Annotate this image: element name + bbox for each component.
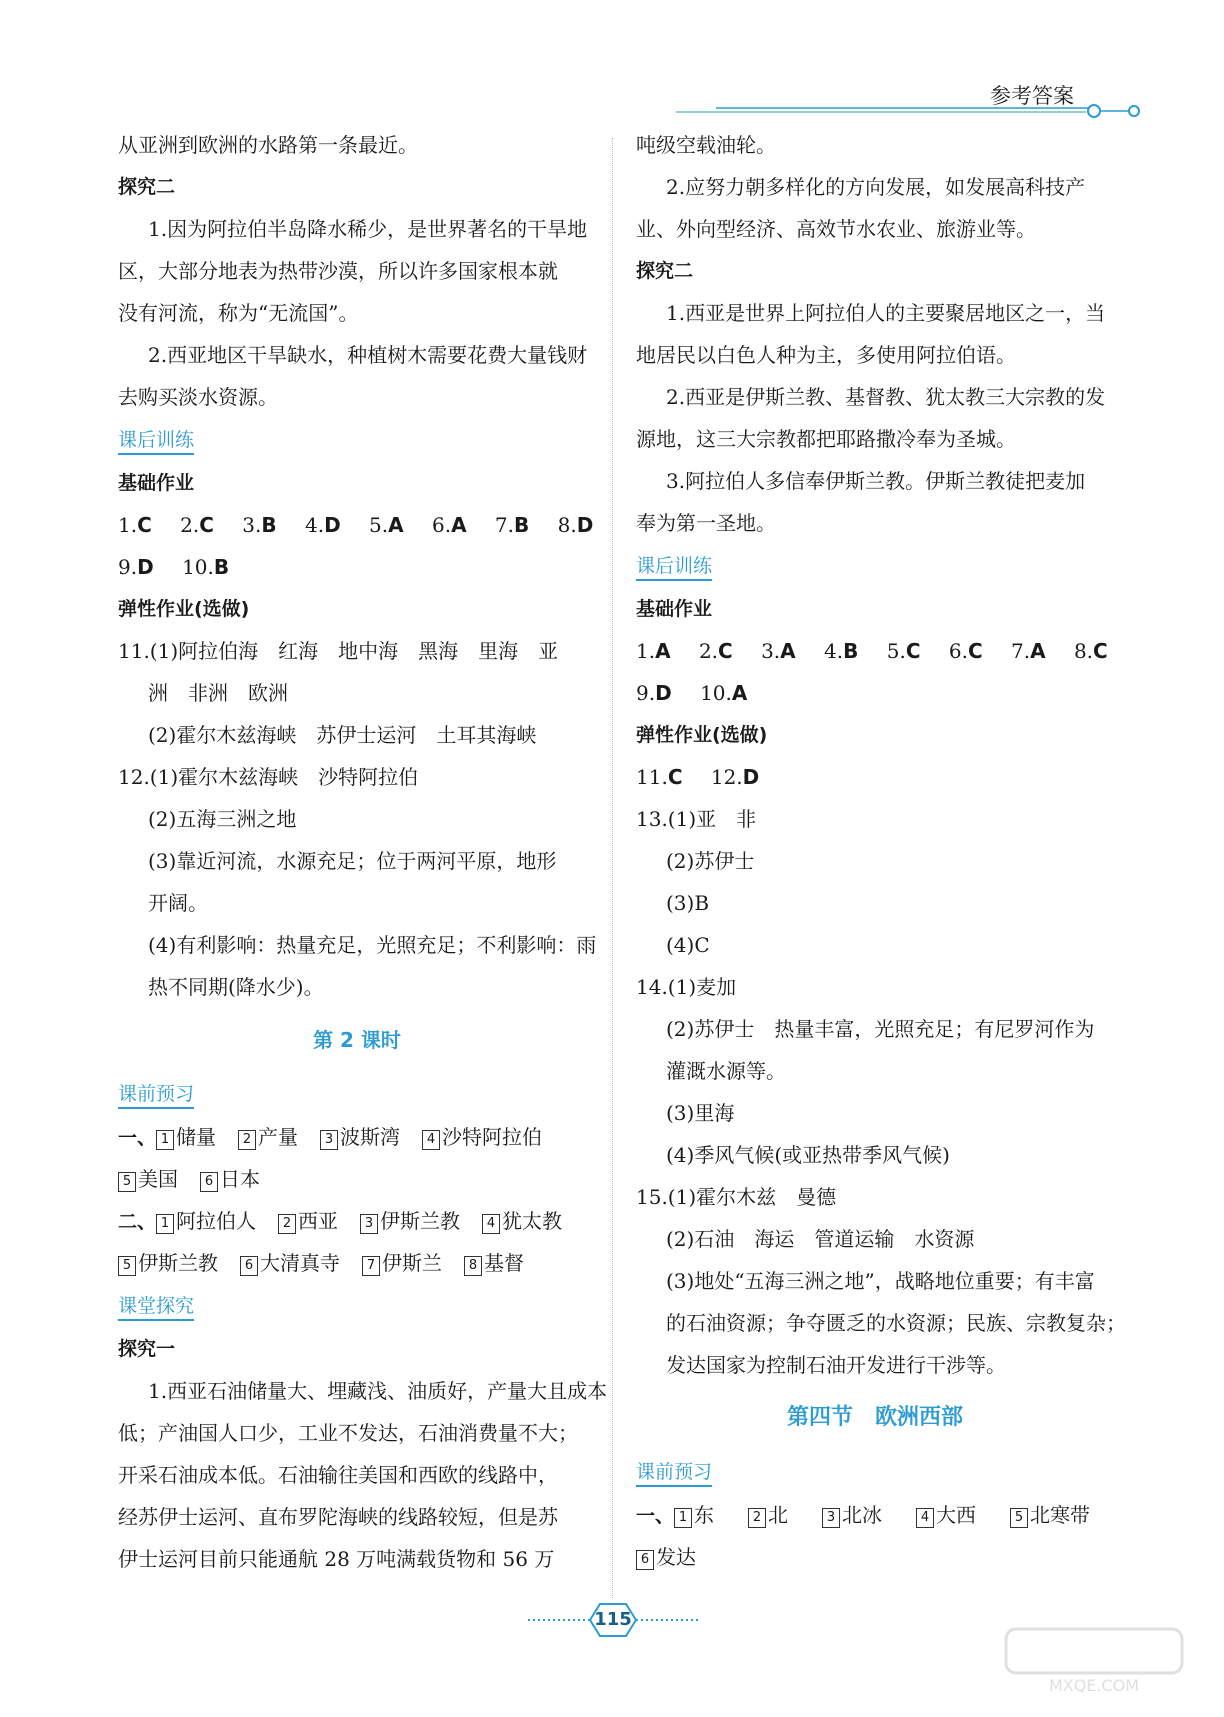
text-line: 2.应努力朝多样化的方向发展，如发展高科技产 [666,175,1086,199]
text-line: 洲 非洲 欧洲 [148,681,288,705]
text-line: 1.西亚是世界上阿拉伯人的主要聚居地区之一，当 [666,301,1106,325]
heading-jichu: 基础作业 [636,598,713,620]
text-line: 源地，这三大宗教都把耶路撒冷奉为圣城。 [636,427,1016,451]
text-line: (2)霍尔木兹海峡 苏伊士运河 土耳其海峡 [148,723,537,747]
text-line: 开阔。 [148,891,208,915]
section-keqian: 课前预习 [118,1072,596,1116]
header-decoration [676,96,1146,126]
text-line: 3.阿拉伯人多信奉伊斯兰教。伊斯兰教徒把麦加 [666,469,1086,493]
lesson-title: 第 2 课时 [313,1028,401,1052]
section-title: 第四节 欧洲西部 [786,1405,963,1430]
heading-tanjiu1: 探究一 [118,1338,176,1360]
text-line: 开采石油成本低。石油输往美国和西欧的线路中， [118,1463,558,1487]
text-line: (3)里海 [666,1101,735,1125]
text-line: (3)靠近河流，水源充足；位于两河平原，地形 [148,849,557,873]
text-line: 区，大部分地表为热带沙漠，所以许多国家根本就 [118,259,558,283]
text-line: 业、外向型经济、高效节水农业、旅游业等。 [636,217,1036,241]
heading-tanxing: 弹性作业(选做) [118,598,250,620]
heading-tanxing: 弹性作业(选做) [636,724,768,746]
text-line: 12.(1)霍尔木兹海峡 沙特阿拉伯 [118,765,419,789]
text-line: 经苏伊士运河、直布罗陀海峡的线路较短，但是苏 [118,1505,558,1529]
text-line: (2)苏伊士 热量丰富，光照充足；有尼罗河作为 [666,1017,1095,1041]
preview-yi-row-1: 一、 1 储量 2 产量 3 波斯湾 4 沙特阿拉伯 [118,1125,543,1149]
mc-answers-row-3: 11.C 12.D [636,765,760,789]
mc-answers-row-2: 9.D 10.A [636,681,748,705]
text-line: (3)地处“五海三洲之地”，战略地位重要；有丰富 [666,1269,1095,1293]
text-line: 灌溉水源等。 [666,1059,786,1083]
left-column [118,124,608,1580]
text-line: (3)B [666,891,710,915]
text-line: 14.(1)麦加 [636,975,737,999]
text-line: 从亚洲到欧洲的水路第一条最近。 [118,133,418,157]
text-line: 吨级空载油轮。 [636,133,776,157]
text-line: (2)五海三洲之地 [148,807,297,831]
heading-tanjiu2: 探究二 [118,176,176,198]
preview-yi-row-1: 一、 1 东 2 北 3 北冰 4 大西 5 北寒带 [636,1503,1091,1527]
section-ketang: 课堂探究 [118,1284,596,1328]
text-line: 2.西亚地区干旱缺水，种植树木需要花费大量钱财 [148,343,588,367]
column-divider [612,138,613,1598]
svg-text:MXQE.COM: MXQE.COM [1048,1676,1140,1695]
text-line: 1.西亚石油储量大、埋藏浅、油质好，产量大且成本 [148,1379,608,1403]
text-line: 地居民以白色人种为主，多使用阿拉伯语。 [636,343,1016,367]
text-line: 没有河流，称为“无流国”。 [118,301,359,325]
text-line: 伊士运河目前只能通航 28 万吨满载货物和 56 万 [118,1547,555,1571]
watermark-logo [1004,1627,1184,1697]
text-line: (4)C [666,933,710,957]
mc-answers-row-1: 1.A 2.C 3.A 4.B 5.C 6.C 7.A 8.C [636,639,1108,663]
preview-yi-row-2: 6 发达 [636,1536,1114,1578]
preview-er-row-2: 5 伊斯兰教 6 大清真寺 7 伊斯兰 8 基督 [118,1242,596,1284]
text-line: 去购买淡水资源。 [118,385,278,409]
section-kehou: 课后训练 [636,544,1114,588]
text-line: 奉为第一圣地。 [636,511,776,535]
right-column [636,124,1126,1578]
text-line: 热不同期(降水少)。 [148,975,324,999]
text-line: 的石油资源；争夺匮乏的水资源；民族、宗教复杂； [666,1311,1126,1335]
page-number: 115 [594,1609,632,1630]
section-kehou: 课后训练 [118,418,596,462]
mc-answers-row-1: 1.C 2.C 3.B 4.D 5.A 6.A 7.B 8.D [118,513,594,537]
text-line: (2)石油 海运 管道运输 水资源 [666,1227,975,1251]
text-line: 2.西亚是伊斯兰教、基督教、犹太教三大宗教的发 [666,385,1106,409]
section-keqian: 课前预习 [636,1450,1114,1494]
text-line: (4)有利影响：热量充足，光照充足；不利影响：雨 [148,933,597,957]
text-line: (2)苏伊士 [666,849,755,873]
mc-answers-row-2: 9.D 10.B [118,555,230,579]
text-line: 1.因为阿拉伯半岛降水稀少，是世界著名的干旱地 [148,217,588,241]
header-title: 参考答案 [990,84,1074,108]
text-line: 13.(1)亚 非 [636,807,757,831]
preview-er-row-1: 二、 1 阿拉伯人 2 西亚 3 伊斯兰教 4 犹太教 [118,1209,563,1233]
text-line: 低；产油国人口少，工业不发达，石油消费量不大； [118,1421,578,1445]
preview-yi-row-2: 5 美国 6 日本 [118,1158,596,1200]
text-line: 15.(1)霍尔木兹 曼德 [636,1185,837,1209]
text-line: 11.(1)阿拉伯海 红海 地中海 黑海 里海 亚 [118,639,559,663]
heading-tanjiu2: 探究二 [636,260,694,282]
text-line: (4)季风气候(或亚热带季风气候) [666,1143,950,1167]
text-line: 发达国家为控制石油开发进行干涉等。 [666,1353,1006,1377]
heading-jichu: 基础作业 [118,472,195,494]
